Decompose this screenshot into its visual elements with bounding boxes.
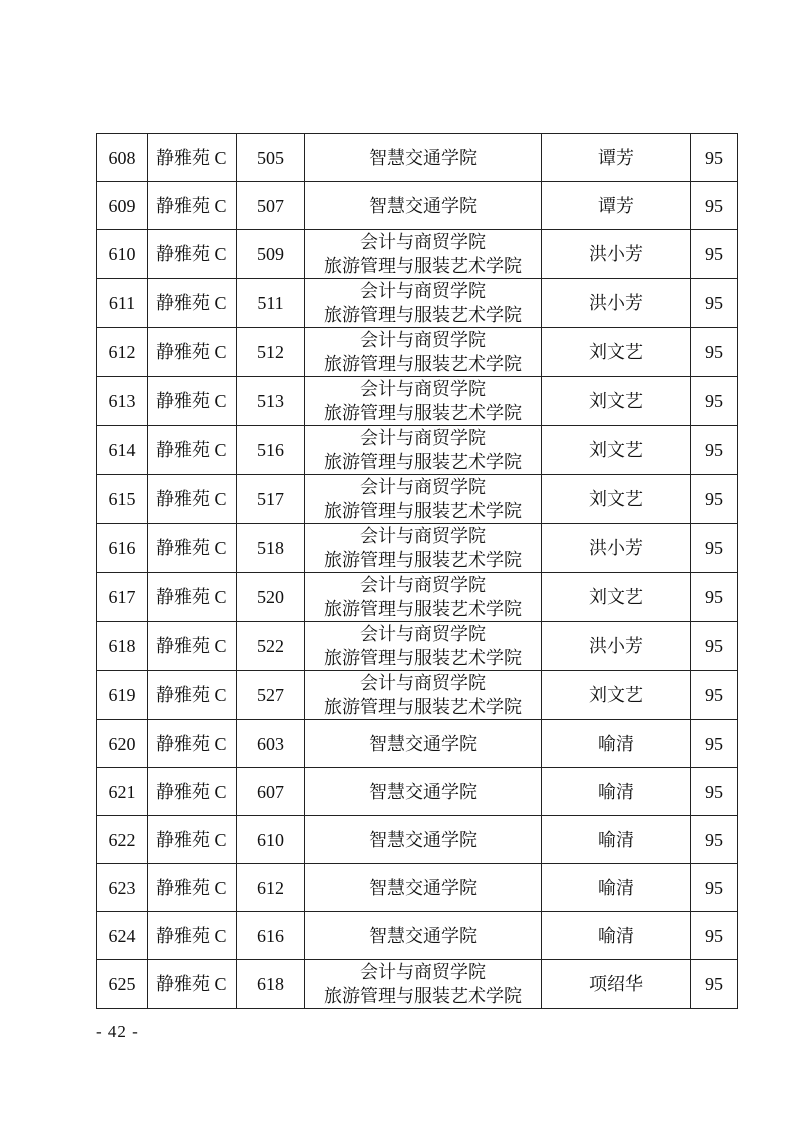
score-cell: 95 xyxy=(691,475,738,524)
row-number-cell: 617 xyxy=(97,573,148,622)
row-number-cell: 616 xyxy=(97,524,148,573)
room-cell: 616 xyxy=(237,912,305,960)
college-line: 会计与商贸学院 xyxy=(360,526,486,546)
name-cell: 喻清 xyxy=(542,864,691,912)
row-number-cell: 619 xyxy=(97,671,148,720)
name-cell: 谭芳 xyxy=(542,182,691,230)
name-cell: 刘文艺 xyxy=(542,377,691,426)
table-row xyxy=(97,426,738,475)
college-cell xyxy=(305,426,542,475)
building-cell: 静雅苑 C xyxy=(148,768,237,816)
name-cell: 喻清 xyxy=(542,768,691,816)
college-line: 会计与商贸学院 xyxy=(360,477,486,497)
building-cell: 静雅苑 C xyxy=(148,377,237,426)
room-cell: 527 xyxy=(237,671,305,720)
table-row xyxy=(97,182,738,230)
room-cell: 518 xyxy=(237,524,305,573)
college-cell xyxy=(305,230,542,279)
college-line: 会计与商贸学院 xyxy=(360,281,486,301)
college-line: 会计与商贸学院 xyxy=(360,379,486,399)
room-cell: 610 xyxy=(237,816,305,864)
table-row xyxy=(97,864,738,912)
name-cell: 洪小芳 xyxy=(542,279,691,328)
college-cell xyxy=(305,622,542,671)
row-number-cell: 622 xyxy=(97,816,148,864)
building-cell: 静雅苑 C xyxy=(148,960,237,1009)
table-row xyxy=(97,671,738,720)
building-cell: 静雅苑 C xyxy=(148,816,237,864)
room-cell: 511 xyxy=(237,279,305,328)
room-cell: 520 xyxy=(237,573,305,622)
room-cell: 522 xyxy=(237,622,305,671)
college-line: 旅游管理与服装艺术学院 xyxy=(324,599,522,619)
table-row xyxy=(97,328,738,377)
building-cell: 静雅苑 C xyxy=(148,864,237,912)
room-cell: 517 xyxy=(237,475,305,524)
college-line: 会计与商贸学院 xyxy=(360,428,486,448)
college-line: 智慧交通学院 xyxy=(369,781,477,802)
name-cell: 洪小芳 xyxy=(542,230,691,279)
building-cell: 静雅苑 C xyxy=(148,328,237,377)
building-cell: 静雅苑 C xyxy=(148,912,237,960)
row-number-cell: 608 xyxy=(97,134,148,182)
row-number-cell: 620 xyxy=(97,720,148,768)
page-number: - 42 - xyxy=(96,1022,139,1041)
college-line: 智慧交通学院 xyxy=(369,925,477,946)
row-number-cell: 621 xyxy=(97,768,148,816)
score-cell: 95 xyxy=(691,230,738,279)
table-row xyxy=(97,816,738,864)
row-number-cell: 615 xyxy=(97,475,148,524)
building-cell: 静雅苑 C xyxy=(148,720,237,768)
name-cell: 喻清 xyxy=(542,912,691,960)
college-cell xyxy=(305,573,542,622)
table-row xyxy=(97,230,738,279)
table-row xyxy=(97,524,738,573)
college-cell xyxy=(305,475,542,524)
score-cell: 95 xyxy=(691,671,738,720)
building-cell: 静雅苑 C xyxy=(148,279,237,328)
name-cell: 喻清 xyxy=(542,720,691,768)
name-cell: 洪小芳 xyxy=(542,524,691,573)
college-line: 旅游管理与服装艺术学院 xyxy=(324,501,522,521)
college-line: 旅游管理与服装艺术学院 xyxy=(324,697,522,717)
building-cell: 静雅苑 C xyxy=(148,524,237,573)
table-row xyxy=(97,134,738,182)
table-row xyxy=(97,768,738,816)
score-cell: 95 xyxy=(691,134,738,182)
college-cell xyxy=(305,720,542,768)
row-number-cell: 625 xyxy=(97,960,148,1009)
score-cell: 95 xyxy=(691,426,738,475)
college-cell xyxy=(305,279,542,328)
score-cell: 95 xyxy=(691,720,738,768)
score-cell: 95 xyxy=(691,182,738,230)
score-cell: 95 xyxy=(691,279,738,328)
name-cell: 喻清 xyxy=(542,816,691,864)
row-number-cell: 613 xyxy=(97,377,148,426)
score-cell: 95 xyxy=(691,768,738,816)
row-number-cell: 612 xyxy=(97,328,148,377)
room-cell: 509 xyxy=(237,230,305,279)
room-cell: 507 xyxy=(237,182,305,230)
building-cell: 静雅苑 C xyxy=(148,671,237,720)
college-cell xyxy=(305,864,542,912)
college-line: 智慧交通学院 xyxy=(369,195,477,216)
name-cell: 刘文艺 xyxy=(542,475,691,524)
row-number-cell: 609 xyxy=(97,182,148,230)
score-cell: 95 xyxy=(691,816,738,864)
name-cell: 刘文艺 xyxy=(542,426,691,475)
score-cell: 95 xyxy=(691,524,738,573)
building-cell: 静雅苑 C xyxy=(148,230,237,279)
table-row xyxy=(97,573,738,622)
table-row xyxy=(97,475,738,524)
college-cell xyxy=(305,912,542,960)
name-cell: 刘文艺 xyxy=(542,573,691,622)
college-line: 旅游管理与服装艺术学院 xyxy=(324,354,522,374)
college-line: 旅游管理与服装艺术学院 xyxy=(324,403,522,423)
building-cell: 静雅苑 C xyxy=(148,573,237,622)
college-line: 会计与商贸学院 xyxy=(360,330,486,350)
college-line: 旅游管理与服装艺术学院 xyxy=(324,550,522,570)
college-line: 智慧交通学院 xyxy=(369,877,477,898)
college-line: 会计与商贸学院 xyxy=(360,673,486,693)
row-number-cell: 611 xyxy=(97,279,148,328)
row-number-cell: 624 xyxy=(97,912,148,960)
row-number-cell: 623 xyxy=(97,864,148,912)
college-cell xyxy=(305,524,542,573)
room-cell: 512 xyxy=(237,328,305,377)
building-cell: 静雅苑 C xyxy=(148,426,237,475)
college-cell xyxy=(305,328,542,377)
name-cell: 刘文艺 xyxy=(542,328,691,377)
name-cell: 洪小芳 xyxy=(542,622,691,671)
dormitory-score-table xyxy=(96,133,738,1009)
table-row xyxy=(97,377,738,426)
college-line: 会计与商贸学院 xyxy=(360,575,486,595)
name-cell: 项绍华 xyxy=(542,960,691,1009)
college-line: 智慧交通学院 xyxy=(369,733,477,754)
college-cell xyxy=(305,182,542,230)
room-cell: 612 xyxy=(237,864,305,912)
college-cell xyxy=(305,377,542,426)
name-cell: 谭芳 xyxy=(542,134,691,182)
college-line: 智慧交通学院 xyxy=(369,147,477,168)
college-line: 智慧交通学院 xyxy=(369,829,477,850)
college-cell xyxy=(305,816,542,864)
score-cell: 95 xyxy=(691,960,738,1009)
college-line: 旅游管理与服装艺术学院 xyxy=(324,256,522,276)
college-cell xyxy=(305,134,542,182)
college-line: 旅游管理与服装艺术学院 xyxy=(324,648,522,668)
building-cell: 静雅苑 C xyxy=(148,622,237,671)
score-cell: 95 xyxy=(691,328,738,377)
college-line: 旅游管理与服装艺术学院 xyxy=(324,452,522,472)
table-row xyxy=(97,720,738,768)
room-cell: 618 xyxy=(237,960,305,1009)
room-cell: 516 xyxy=(237,426,305,475)
score-cell: 95 xyxy=(691,912,738,960)
building-cell: 静雅苑 C xyxy=(148,475,237,524)
table-row xyxy=(97,960,738,1009)
college-line: 旅游管理与服装艺术学院 xyxy=(324,305,522,325)
college-line: 会计与商贸学院 xyxy=(360,624,486,644)
table-row xyxy=(97,912,738,960)
row-number-cell: 618 xyxy=(97,622,148,671)
table-row xyxy=(97,622,738,671)
building-cell: 静雅苑 C xyxy=(148,134,237,182)
building-cell: 静雅苑 C xyxy=(148,182,237,230)
score-cell: 95 xyxy=(691,377,738,426)
table-body xyxy=(97,134,738,1009)
score-cell: 95 xyxy=(691,622,738,671)
room-cell: 505 xyxy=(237,134,305,182)
college-cell xyxy=(305,768,542,816)
score-cell: 95 xyxy=(691,864,738,912)
college-line: 旅游管理与服装艺术学院 xyxy=(324,986,522,1006)
college-cell xyxy=(305,960,542,1009)
college-cell xyxy=(305,671,542,720)
row-number-cell: 610 xyxy=(97,230,148,279)
room-cell: 513 xyxy=(237,377,305,426)
room-cell: 607 xyxy=(237,768,305,816)
row-number-cell: 614 xyxy=(97,426,148,475)
college-line: 会计与商贸学院 xyxy=(360,962,486,982)
score-cell: 95 xyxy=(691,573,738,622)
college-line: 会计与商贸学院 xyxy=(360,232,486,252)
table-row xyxy=(97,279,738,328)
room-cell: 603 xyxy=(237,720,305,768)
name-cell: 刘文艺 xyxy=(542,671,691,720)
